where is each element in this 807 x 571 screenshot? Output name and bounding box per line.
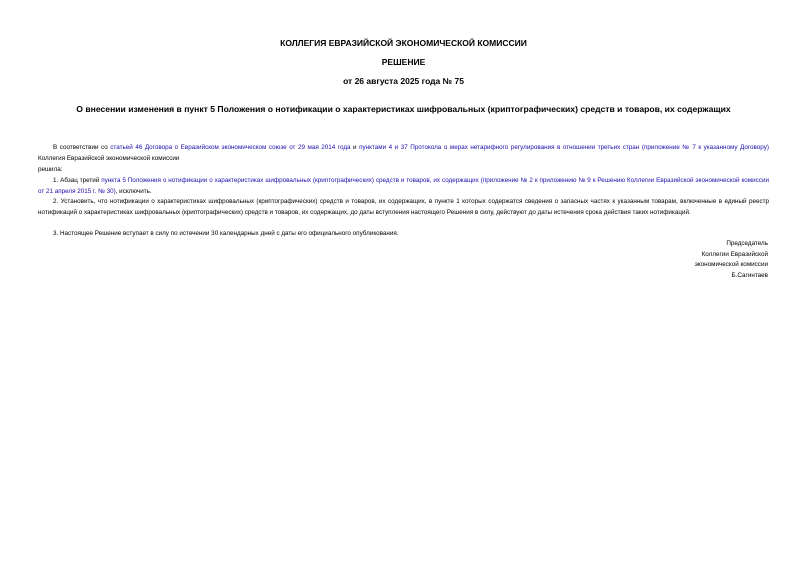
item-2-paragraph: 2. Установить, что нотификации о характеристиках шифровальных (криптографических) средств и товаров, их содержащих, в пункте 1 которых содержатся сведения о запасных частях к указанным товарам, включенные в единый реестр нотификаций о характеристиках шифровальных (криптографических) средств и товаров, их содержащих, до даты вступления настоящего Решения в силу, действуют до даты истечения срока действия таких нотификаций.	[38, 198, 769, 216]
preamble-paragraph	[38, 143, 769, 164]
preamble-text-1: В соответствии со	[53, 144, 111, 151]
regulation-point-link[interactable]: пункта 5 Положения о нотификации о характеристиках шифровальных (криптографических) средств и товаров, их содержащих (приложение № 2 к приложению № 9 к Решению Коллегии Евразийской экономической комиссии от 21 апреля 2015 г. № 30)	[38, 177, 769, 195]
item-1-text-1: 1. Абзац третий	[53, 177, 102, 184]
protocol-points-link[interactable]: пунктами 4 и 37 Протокола о мерах нетарифного регулирования в отношении третьих стран (приложение № 7 к указанному Договору)	[359, 144, 769, 151]
item-1-text-2: , исключить.	[115, 187, 152, 195]
item-3-paragraph: 3. Настоящее Решение вступает в силу по истечении 30 календарных дней с даты его официального опубликования.	[53, 230, 399, 237]
treaty-article-link[interactable]: статьей 46 Договора о Евразийском экономическом союзе от 29 мая 2014 года	[110, 144, 351, 151]
document-type: РЕШЕНИЕ	[381, 57, 426, 67]
document-subject: О внесении изменения в пункт 5 Положения о нотификации о характеристиках шифровальных (криптографических) средств и товаров, их содержащих	[76, 104, 731, 114]
item-1-paragraph	[38, 176, 769, 197]
preamble-text-2: и	[350, 144, 360, 151]
signatory-name: Б.Сагинтаев	[731, 271, 768, 279]
signature-block	[695, 239, 768, 281]
signature-title-2: Коллегии Евразийской	[701, 250, 768, 258]
decided-label: решила:	[38, 166, 63, 173]
signature-title-1: Председатель	[726, 240, 768, 247]
organization-title: КОЛЛЕГИЯ ЕВРАЗИЙСКОЙ ЭКОНОМИЧЕСКОЙ КОМИССИИ	[280, 38, 527, 48]
document-date-number: от 26 августа 2025 года № 75	[343, 76, 464, 86]
preamble-text-3: Коллегия Евразийской экономической комиссии	[38, 154, 180, 162]
signature-title-3: экономической комиссии	[694, 261, 768, 269]
